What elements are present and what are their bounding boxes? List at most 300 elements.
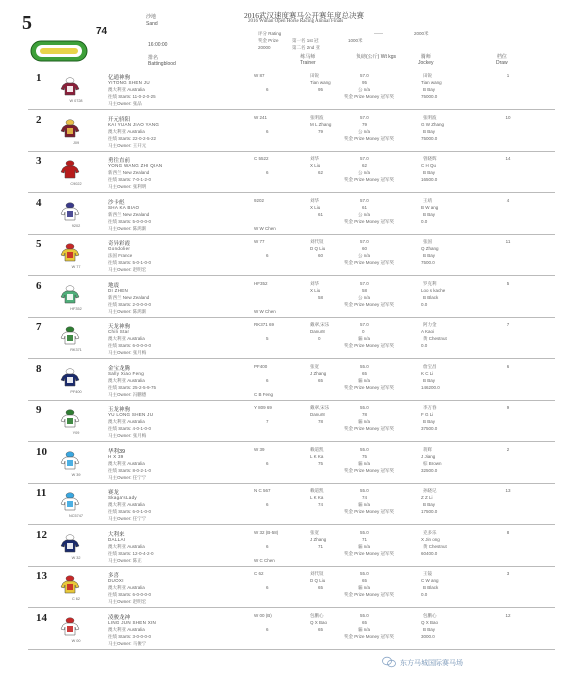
jockey-name: 阿力金 <box>423 322 437 327</box>
sex: 公 n/a <box>358 253 371 258</box>
prize-label: 奖金 Prize Money 冠军奖 <box>344 550 395 556</box>
horse-owner: 马主Owner: 张月梅 <box>108 433 147 438</box>
trainer-name: 刘华 <box>310 156 319 161</box>
horse-owner: 马主Owner: 王开元 <box>108 142 147 148</box>
trainer-name: 张明波 <box>310 114 324 120</box>
weight: 57.0 <box>360 73 369 78</box>
horse-colour: B Bay <box>423 419 436 424</box>
jockey-name-en: Loo s kache <box>421 287 446 293</box>
runner-number: 2 <box>36 113 42 126</box>
horse-name: 奇异彩霞 <box>108 241 131 247</box>
prize-label: 奖金 Prize Money 冠军奖 <box>344 509 395 514</box>
horse-name: 沙卡彪 <box>108 199 125 206</box>
horse-owner: 马主Owner: 陈正 <box>108 557 142 563</box>
horse-brand: Y09 <box>72 431 80 435</box>
row-divider <box>28 566 555 567</box>
prize-money: 75000.0 <box>421 94 438 99</box>
horse-owner: 马主Owner: 赵明宏 <box>108 599 147 604</box>
page-title: 2016武汉速度赛马公开赛年度总决赛 <box>244 11 364 20</box>
sex: 公 n/a <box>358 211 371 217</box>
weight-2: 65 <box>362 578 368 583</box>
runner-number: 8 <box>36 362 42 375</box>
jockey-name: 孙晓记 <box>423 488 437 493</box>
race-header: 5 74 沙地 Sand 16:00:00 排名 Battingblood 2016武汉速度赛马公开赛年度总决赛 2016 Wuhan Open Horse Racing Annual Finals 评分 Rating —— 2000米 奖金 Prize 第一名 1st 冠 1000米 20000 第二名 2nd 亚 练马师 Trainer 负磅(公斤) Wt kgs 骑师 Jockey 档位 Draw <box>22 11 508 67</box>
prize-label: 奖金 Prize Money 冠军奖 <box>344 94 395 99</box>
row-divider <box>28 524 555 525</box>
runner-number: 5 <box>36 238 42 250</box>
horse-name-en: YITONG SHEN JU <box>108 80 150 85</box>
horse-name: 华利39 <box>108 448 126 455</box>
weight-2: 0 <box>362 329 365 334</box>
horse-rating: Y 809 69 <box>254 405 272 410</box>
gate-number: 14 <box>505 156 511 161</box>
runner-number: 4 <box>36 196 42 209</box>
jockey-name: 曾晓辉 <box>423 156 437 161</box>
trainer-extra: 79 <box>318 128 324 134</box>
weight: 55.0 <box>360 363 369 369</box>
going-label: 沙地 Sand <box>146 14 158 27</box>
horse-rating: W 32 (B-58) <box>254 529 279 535</box>
horse-origin: 澳大利亚 Australia <box>108 377 145 383</box>
horse-starts: 往绩 Starts: 7-0-1-2-0 <box>108 177 152 182</box>
horse-draw: 6 <box>266 377 269 383</box>
horse-name: 开元骄阳 <box>108 116 131 123</box>
row-divider <box>28 483 555 484</box>
table-row <box>28 278 555 318</box>
runner-number: 11 <box>36 487 47 499</box>
prize-label: 奖金 Prize Money 冠军奖 <box>344 343 395 348</box>
sex: 骟 n/a <box>358 543 371 549</box>
row-divider <box>28 649 555 650</box>
jockey-name-en: X Jin ong <box>421 536 440 542</box>
horse-colour: B Bay <box>423 502 436 507</box>
jockey-name-en: Q X Bao <box>421 619 439 625</box>
weight-2: 65 <box>362 370 368 376</box>
race-number: 5 <box>22 12 32 34</box>
jockey-name-en: Tian wang <box>421 80 442 85</box>
horse-name-en: Chili Star <box>108 329 130 334</box>
weight-2: 78 <box>362 412 368 417</box>
row-divider <box>28 234 555 235</box>
prize-label: 奖金 Prize Money 冠军奖 <box>344 467 395 473</box>
table-row <box>28 568 555 608</box>
table-row <box>28 444 555 484</box>
race-distance: 74 <box>96 26 108 37</box>
horse-name: 大利来 <box>108 531 125 538</box>
horse-name-en: DI ZHEN <box>108 287 129 293</box>
horse-name-en: LING JUN SHEN XIN <box>108 619 157 625</box>
weight-2: 60 <box>362 246 368 251</box>
horse-name-en: SHA KA BIAO <box>108 204 140 210</box>
row-divider <box>28 275 555 276</box>
trainer-name-en: D Q Liu <box>310 578 326 583</box>
horse-origin: 澳大利亚 Australia <box>108 502 145 507</box>
prize-money: 60400.0 <box>421 550 438 556</box>
weight: 55.0 <box>360 529 369 535</box>
horse-owner: 马主Owner: 张利明 <box>108 184 147 189</box>
trainer-extra: 65 <box>318 377 324 383</box>
horse-starts: 往绩 Starts: 11-0-2-0-25 <box>108 94 156 99</box>
weight-2: 71 <box>362 536 368 542</box>
trainer-name: 刘华 <box>310 197 319 203</box>
gate-number: 1 <box>506 73 510 78</box>
horse-gear: C B Feng <box>254 391 274 397</box>
runner-number: 3 <box>36 155 42 167</box>
horse-colour: B Bay <box>423 87 436 92</box>
weight: 57.0 <box>360 239 369 244</box>
weight-2: 79 <box>362 121 368 127</box>
horse-name-en: Skaga'sLady <box>108 495 137 500</box>
table-row <box>28 527 555 567</box>
trainer-name: 戴翠,宋乐 <box>310 405 330 410</box>
trainer-extra: 0 <box>318 336 321 341</box>
gate-number: 8 <box>506 529 510 535</box>
jockey-name: 克多乐 <box>423 529 437 535</box>
gate-number: 4 <box>506 197 510 203</box>
trainer-name-en: D Q Liu <box>310 246 326 251</box>
horse-name: 亿通神驹 <box>108 75 131 81</box>
horse-colour: 黄 Chestnut <box>423 336 447 341</box>
horse-starts: 往绩 Starts: 5-0-0-0-0 <box>108 218 152 224</box>
trainer-name: 赖道凯 <box>310 488 324 493</box>
prize-money: 0.0 <box>421 301 428 307</box>
horse-name-en: H X 39 <box>108 453 124 459</box>
table-row <box>28 485 555 525</box>
horse-rating: PF400 <box>254 363 268 369</box>
racetrack-icon <box>30 40 88 62</box>
horse-rating: RK371 69 <box>254 322 275 327</box>
runner-number: 7 <box>36 321 42 333</box>
runner-number: 12 <box>36 528 47 541</box>
horse-gear: W W Chen <box>254 225 276 231</box>
gate-number: 5 <box>506 280 510 286</box>
row-divider <box>28 192 555 193</box>
jockey-name: 包鹏心 <box>423 612 437 618</box>
horse-gear: W W Chen <box>254 308 276 314</box>
horse-starts: 往绩 Starts: 6-0-0-0-0 <box>108 343 152 348</box>
trainer-extra: 75 <box>318 460 324 466</box>
jockey-name-en: C W ang <box>421 578 439 583</box>
horse-origin: 澳大利亚 Australia <box>108 626 145 632</box>
gate-number: 2 <box>506 446 510 452</box>
table-row <box>28 153 555 193</box>
horse-starts: 往绩 Starts: 25-2-5-9-75 <box>108 384 157 390</box>
horse-name-en: DALLAI <box>108 536 126 542</box>
trainer-extra: 78 <box>318 419 324 424</box>
trainer-name-en: L K Ka <box>310 495 324 500</box>
trainer-name-en: X Liu <box>310 204 321 210</box>
sex: 公 n/a <box>358 128 371 134</box>
sex: 骟 n/a <box>358 626 371 632</box>
jockey-name: 蒋辉 <box>423 446 432 452</box>
horse-origin: 新西兰 New Zealand <box>108 211 150 217</box>
horse-origin: 澳大利亚 Australia <box>108 460 145 466</box>
trainer-name-en: X Liu <box>310 163 321 168</box>
weight: 55.0 <box>360 612 369 618</box>
jockey-name-en: Q Zhang <box>421 246 439 251</box>
horse-owner: 马主Owner: 任宁宁 <box>108 516 147 521</box>
horse-origin: 澳大利亚 Australia <box>108 128 145 134</box>
horse-name: 地震 <box>108 282 120 289</box>
trainer-name: 刘代钗 <box>310 571 324 576</box>
wechat-icon <box>382 656 396 668</box>
horse-name: 多喜 <box>108 573 120 579</box>
horse-draw: 6 <box>266 87 269 92</box>
jockey-name: 张国 <box>423 239 432 244</box>
horse-draw: 5 <box>266 336 269 341</box>
horse-rating: HF352 <box>254 280 268 286</box>
horse-starts: 往绩 Starts: 6-0-0-0-0 <box>108 592 152 597</box>
prize-money: 16500.0 <box>421 177 438 182</box>
horse-name-en: Sally Xiao Feng <box>108 370 145 376</box>
page-subtitle: 2016 Wuhan Open Horse Racing Annual Finals <box>248 19 344 24</box>
horse-origin: 澳大利亚 Australia <box>108 543 145 549</box>
trainer-extra: 62 <box>318 170 324 175</box>
table-row <box>28 195 555 235</box>
weight-2: 74 <box>362 495 368 500</box>
sex: 骟 n/a <box>358 585 371 590</box>
prize-label: 奖金 Prize Money 冠军奖 <box>344 633 395 639</box>
jockey-name-en: G W Zhang <box>421 121 445 127</box>
horse-brand: PF400 <box>70 389 82 394</box>
jockey-name-en: J Jiang <box>421 453 436 459</box>
table-row <box>28 70 555 110</box>
prize-label: 奖金 Prize Money 冠军奖 <box>344 592 395 597</box>
gate-number: 10 <box>505 114 511 120</box>
horse-origin: 澳大利亚 Australia <box>108 419 145 424</box>
trainer-extra: 71 <box>318 543 324 549</box>
jockey-silk-icon <box>60 451 80 471</box>
horse-name: 赛龙 <box>108 490 120 496</box>
prize-money: 3000.0 <box>421 633 435 639</box>
gate-number: 13 <box>505 488 511 493</box>
horse-colour: B Bay <box>423 626 436 632</box>
weight-2: 75 <box>362 453 368 459</box>
prize-money: 37500.0 <box>421 426 438 431</box>
trainer-name-en: M L Zhang <box>310 121 332 127</box>
table-row <box>28 610 555 650</box>
jockey-name: 李万春 <box>423 405 437 410</box>
gate-number: 12 <box>505 612 511 618</box>
prize-money: 17500.0 <box>421 509 438 514</box>
horse-starts: 往绩 Starts: 3-0-0-0-0 <box>108 633 152 639</box>
gate-number: 9 <box>506 405 510 410</box>
gate-number: 3 <box>506 571 510 576</box>
trainer-extra: 65 <box>318 626 324 632</box>
sex: 骟 n/a <box>358 419 371 424</box>
gate-number: 7 <box>506 322 510 327</box>
horse-name: 凌骏龙神 <box>108 614 131 621</box>
gate-number: 6 <box>506 363 510 369</box>
horse-colour: 黄 Chestnut <box>423 543 447 549</box>
table-row <box>28 319 555 359</box>
horse-origin: 澳大利亚 Australia <box>108 87 145 92</box>
horse-brand: W 00 <box>71 638 81 643</box>
prize-money: 0.0 <box>421 343 428 348</box>
trainer-name-en: Danur8 <box>310 412 325 417</box>
horse-name: 勇往直前 <box>108 158 131 164</box>
horse-owner: 马主Owner: 冯鹏德 <box>108 391 147 397</box>
horse-brand: C 62 <box>71 597 81 601</box>
trainer-extra: 61 <box>318 211 324 217</box>
trainer-extra: 65 <box>318 585 324 590</box>
prize-money: 32500.0 <box>421 467 438 473</box>
weight-2: 62 <box>362 163 368 168</box>
weight: 55.0 <box>360 446 369 452</box>
jockey-silk-icon <box>60 160 80 180</box>
horse-name-en: YONG WANG ZHI QIAN <box>108 163 163 168</box>
trainer-name: 刘华 <box>310 280 319 286</box>
jockey-name-en: C H Qu <box>421 163 437 168</box>
horse-draw: 6 <box>266 170 269 175</box>
weight-2: 61 <box>362 204 368 210</box>
trainer-name: 戴翠,宋乐 <box>310 322 330 327</box>
weight: 57.0 <box>360 156 369 161</box>
horse-name-en: KAI YUAN JIAO YANG <box>108 121 160 127</box>
sex: 公 n/a <box>358 87 371 92</box>
horse-draw: 7 <box>266 419 269 424</box>
table-row <box>28 112 555 152</box>
horse-starts: 往绩 Starts: 4-0-1-0-0 <box>108 426 152 431</box>
horse-owner: 马主Owner: 陈鸿渐 <box>108 225 147 231</box>
horse-owner: 马主Owner: 任宁宁 <box>108 474 147 480</box>
trainer-extra: 95 <box>318 87 324 92</box>
horse-starts: 往绩 Starts: 5-0-1-0-0 <box>108 260 152 265</box>
trainer-name-en: L K Ka <box>310 453 324 459</box>
trainer-name-en: Danur8 <box>310 329 325 334</box>
jockey-name: 詹宝昌 <box>423 363 437 369</box>
jockey-name-en: Z Z Li <box>421 495 433 500</box>
weight: 57.0 <box>360 280 369 286</box>
sex: 骟 n/a <box>358 336 371 341</box>
horse-origin: 法国 France <box>108 253 133 258</box>
horse-starts: 往绩 Starts: 22-0-2-5-22 <box>108 135 157 141</box>
jockey-silk-icon <box>60 243 80 263</box>
jockey-name-en: B W ang <box>421 204 439 210</box>
horse-rating: W 241 <box>254 114 268 120</box>
row-divider <box>28 607 555 608</box>
jockey-name: 王镜 <box>423 571 432 576</box>
horse-colour: B Black <box>423 294 439 300</box>
horse-owner: 马主Owner: 赵明宏 <box>108 267 147 272</box>
horse-starts: 往绩 Starts: 6-0-1-0-0 <box>108 509 152 514</box>
table-row <box>28 236 555 276</box>
horse-draw: 6 <box>266 626 269 632</box>
jockey-name: 王靖 <box>423 197 432 203</box>
horse-brand: W 39 <box>71 472 81 477</box>
jockey-silk-icon <box>60 119 80 139</box>
jockey-silk-icon <box>60 575 80 595</box>
horse-brand: W 77 <box>71 265 81 269</box>
horse-owner: 马主Owner: 张月梅 <box>108 350 147 355</box>
trainer-name: 包鹏心 <box>310 612 324 618</box>
horse-owner: 马主Owner: 陈鸿渐 <box>108 308 147 314</box>
jockey-name-en: F G Li <box>421 412 434 417</box>
horse-brand: W 32 <box>71 555 81 560</box>
jockey-name-en: K C Li <box>421 370 434 376</box>
horse-origin: 澳大利亚 Australia <box>108 585 145 590</box>
trainer-name: 田锐 <box>310 73 319 78</box>
prize-label: 奖金 Prize Money 冠军奖 <box>344 426 395 431</box>
trainer-name-en: Tian wang <box>310 80 331 85</box>
jockey-silk-icon <box>60 368 80 388</box>
row-divider <box>28 151 555 152</box>
runner-number: 6 <box>36 279 42 292</box>
horse-gear: W C Chen <box>254 557 275 563</box>
horse-rating: W 00 (B) <box>254 612 272 618</box>
watermark: 东方马城国际赛马场 <box>400 660 463 667</box>
horse-brand: 9202 <box>71 223 81 228</box>
weight: 55.0 <box>360 488 369 493</box>
horse-origin: 澳大利亚 Australia <box>108 336 145 341</box>
horse-colour: 棕 Brown <box>423 460 442 466</box>
jockey-silk-icon <box>60 285 80 305</box>
prize-label: 奖金 Prize Money 冠军奖 <box>344 177 395 182</box>
runner-number: 9 <box>36 404 42 416</box>
gate-number: 11 <box>505 239 511 244</box>
trainer-name: 刘代钗 <box>310 239 324 244</box>
prize-money: 7500.0 <box>421 260 435 265</box>
trainer-name-en: J Zhang <box>310 370 327 376</box>
horse-starts: 往绩 Starts: 12-0-4-2-0 <box>108 550 154 556</box>
horse-starts: 往绩 Starts: 8-0-2-1-0 <box>108 467 152 473</box>
prize-money: 0.0 <box>421 218 428 224</box>
horse-rating: N C 567 <box>254 488 271 493</box>
table-row <box>28 361 555 401</box>
prize-label: 奖金 Prize Money 冠军奖 <box>344 218 395 224</box>
row-divider <box>28 109 555 110</box>
weight: 55.0 <box>360 405 369 410</box>
weight-2: 65 <box>362 619 368 625</box>
weight: 57.0 <box>360 322 369 327</box>
trainer-extra: 74 <box>318 502 324 507</box>
trainer-name: 赖道凯 <box>310 446 324 452</box>
horse-draw: 6 <box>266 128 269 134</box>
prize-label: 奖金 Prize Money 冠军奖 <box>344 260 395 265</box>
jockey-name: 张明波 <box>423 114 437 120</box>
prize-money: 146200.0 <box>421 384 440 390</box>
sex: 骟 n/a <box>358 377 371 383</box>
horse-origin: 新西兰 New Zealand <box>108 294 150 300</box>
weight-2: 95 <box>362 80 368 85</box>
sex: 公 n/a <box>358 294 371 300</box>
trainer-name-en: X Liu <box>310 287 321 293</box>
trainer-extra: 60 <box>318 253 324 258</box>
horse-rating: C 62 <box>254 571 264 576</box>
horse-owner: 马主Owner: 马俊宁 <box>108 640 147 646</box>
trainer-name-en: Q X Bao <box>310 619 328 625</box>
horse-colour: B Black <box>423 585 439 590</box>
trainer-name: 张宽 <box>310 529 319 535</box>
horse-starts: 往绩 Starts: 2-0-0-0-0 <box>108 301 152 307</box>
jockey-name-en: A Kaoi <box>421 329 435 334</box>
weight: 57.0 <box>360 197 369 203</box>
horse-colour: B Bay <box>423 377 436 383</box>
jockey-silk-icon <box>60 617 80 637</box>
horse-name-en: YU LONG SHEN JU <box>108 412 154 417</box>
runner-number: 13 <box>36 570 47 582</box>
sex: 骟 n/a <box>358 460 371 466</box>
horse-name-en: DUOXI <box>108 578 124 583</box>
horse-rating: 9202 <box>254 197 265 203</box>
jockey-silk-icon <box>60 409 80 429</box>
jockey-name: 罗克利 <box>423 280 437 286</box>
runner-number: 10 <box>36 445 47 458</box>
sex: 公 n/a <box>358 170 371 175</box>
trainer-extra: 58 <box>318 294 324 300</box>
prize-label: 奖金 Prize Money 冠军奖 <box>344 384 395 390</box>
horse-brand: NC5747 <box>69 514 83 518</box>
